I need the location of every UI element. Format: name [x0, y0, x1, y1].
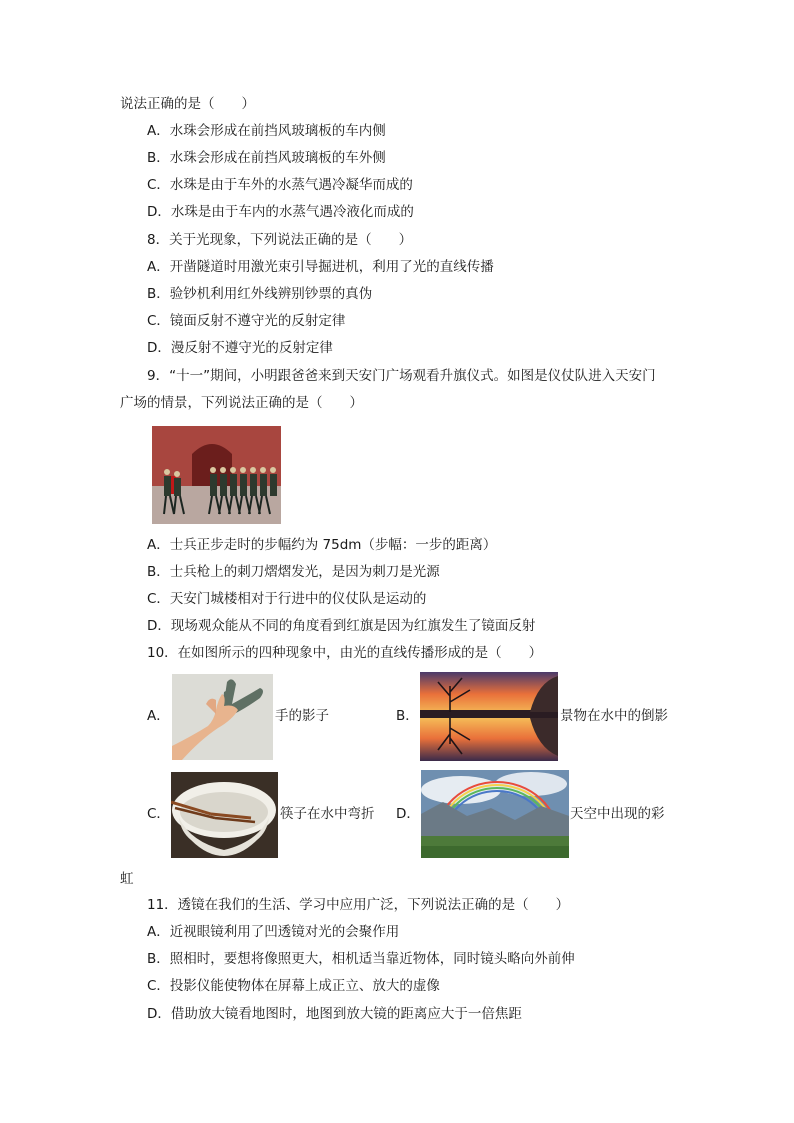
q8-option-a: A．开凿隧道时用激光束引导掘进机，利用了光的直线传播 — [147, 259, 494, 275]
q8-option-c: C．镜面反射不遵守光的反射定律 — [147, 313, 346, 329]
q10-stem: 10．在如图所示的四种现象中，由光的直线传播形成的是（ ） — [147, 645, 543, 661]
q9-stem-line1: 9．“十一”期间，小明跟爸爸来到天安门广场观看升旗仪式。如图是仪仗队进入天安门 — [147, 368, 656, 384]
q7-option-c: C．水珠是由于车外的水蒸气遇冷凝华而成的 — [147, 177, 413, 193]
q9-option-d: D．现场观众能从不同的角度看到红旗是因为红旗发生了镜面反射 — [147, 618, 536, 634]
q8-option-d: D．漫反射不遵守光的反射定律 — [147, 340, 333, 356]
q11-stem: 11．透镜在我们的生活、学习中应用广泛，下列说法正确的是（ ） — [147, 897, 570, 913]
q9-option-b: B．士兵枪上的刺刀熠熠发光，是因为刺刀是光源 — [147, 564, 440, 580]
q10-choice-d-wrap: 虹 — [120, 871, 134, 887]
chopsticks-in-water-photo — [171, 772, 278, 858]
q10-choice-b-letter: B． — [396, 708, 419, 724]
hand-shadow-photo — [172, 674, 273, 760]
q10-choice-c-caption: 筷子在水中弯折 — [280, 806, 375, 822]
q8-stem: 8．关于光现象，下列说法正确的是（ ） — [147, 232, 413, 248]
q11-option-c: C．投影仪能使物体在屏幕上成正立、放大的虚像 — [147, 978, 440, 994]
q10-choice-d-caption: 天空中出现的彩 — [570, 806, 665, 822]
q7-stem-tail: 说法正确的是（ ） — [120, 96, 255, 112]
q9-option-c: C．天安门城楼相对于行进中的仪仗队是运动的 — [147, 591, 427, 607]
q11-option-b: B．照相时，要想将像照更大，相机适当靠近物体，同时镜头略向外前伸 — [147, 951, 575, 967]
honor-guard-photo — [152, 426, 281, 524]
q10-choice-a-letter: A． — [147, 708, 170, 724]
rainbow-photo — [421, 770, 569, 858]
q10-choice-d-letter: D． — [396, 806, 420, 822]
q7-option-b: B．水珠会形成在前挡风玻璃板的车外侧 — [147, 150, 386, 166]
q7-option-a: A．水珠会形成在前挡风玻璃板的车内侧 — [147, 123, 386, 139]
q10-choice-b-caption: 景物在水中的倒影 — [560, 708, 668, 724]
q9-option-a: A．士兵正步走时的步幅约为 75dm（步幅：一步的距离） — [147, 537, 497, 553]
q10-choice-a-caption: 手的影子 — [275, 708, 329, 724]
q11-option-a: A．近视眼镜利用了凹透镜对光的会聚作用 — [147, 924, 400, 940]
q9-stem-line2: 广场的情景，下列说法正确的是（ ） — [120, 395, 363, 411]
q11-option-d: D．借助放大镜看地图时，地图到放大镜的距离应大于一倍焦距 — [147, 1006, 522, 1022]
water-reflection-photo — [420, 672, 558, 761]
q8-option-b: B．验钞机利用红外线辨别钞票的真伪 — [147, 286, 373, 302]
q10-choice-c-letter: C． — [147, 806, 170, 822]
q7-option-d: D．水珠是由于车内的水蒸气遇冷液化而成的 — [147, 204, 414, 220]
